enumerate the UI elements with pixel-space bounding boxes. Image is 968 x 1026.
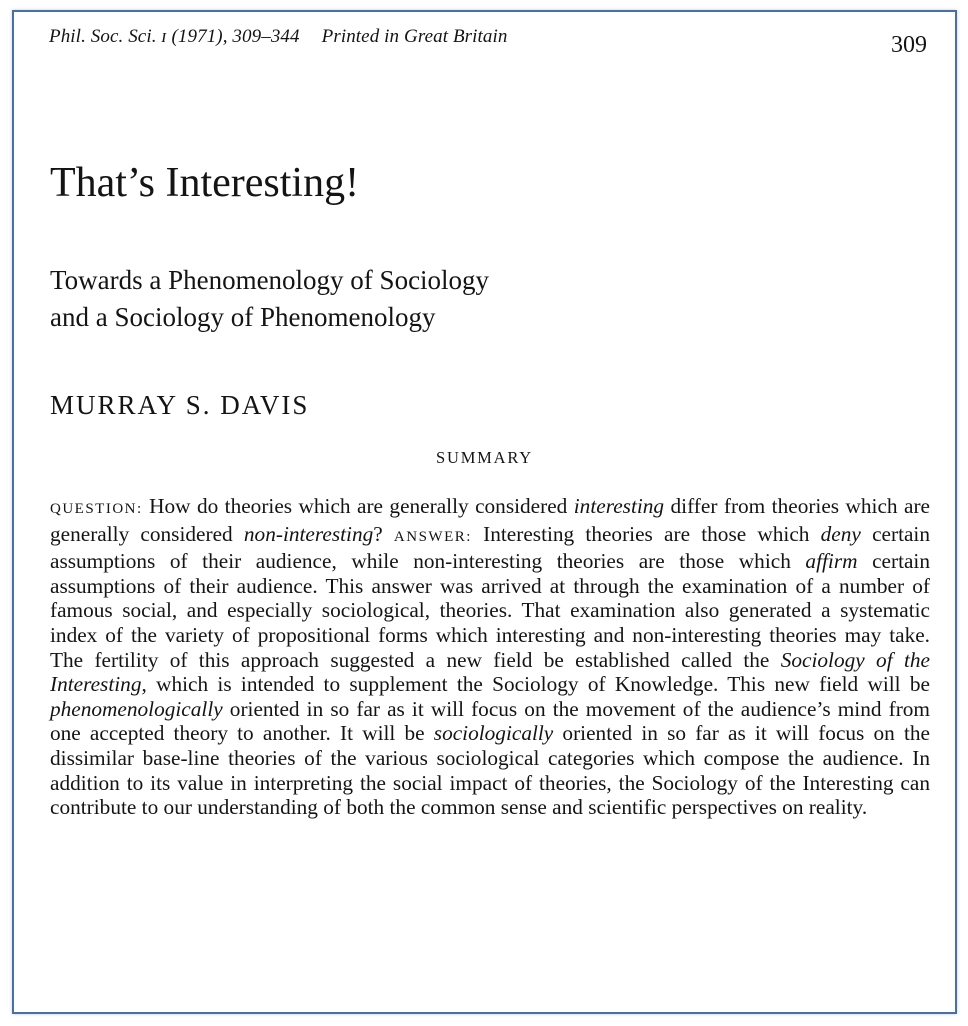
emphasis-phenomenologically: phenomenologically bbox=[50, 696, 223, 721]
summary-paragraph bbox=[50, 494, 930, 820]
summary-text: Interesting theories are those which bbox=[471, 521, 821, 546]
subtitle-line-1: Towards a Phenomenology of Sociology bbox=[50, 265, 490, 295]
summary-text: differ from theories which are generally considered bbox=[50, 494, 930, 546]
emphasis-deny: deny bbox=[820, 521, 861, 546]
author-name: MURRAY S. DAVIS bbox=[50, 390, 310, 420]
subtitle-line-2: and a Sociology of Phenomenology bbox=[50, 302, 436, 332]
emphasis-interesting: interesting bbox=[573, 494, 665, 518]
summary-text: certain assumptions of their audience, while non-interesting theories are those which bbox=[50, 521, 930, 574]
journal-citation: Phil. Soc. Sci. ɪ (1971), 309–344 bbox=[49, 26, 300, 47]
summary-text: , which is intended to supplement the Sociology of Knowledge. This new field will be bbox=[141, 672, 930, 697]
emphasis-non-interesting: non-interesting bbox=[243, 521, 374, 546]
summary-text: certain assumptions of their audience. This answer was arrived at through the examination of a number of famous social, and especially sociological, theories. That examination also generated a systematic index of the variety of propositional forms which interesting and non-interesting theories may take. The fertility of this approach suggested a new field be established called the bbox=[50, 549, 930, 672]
running-head bbox=[49, 26, 508, 48]
summary-heading: SUMMARY bbox=[436, 448, 533, 467]
article-subtitle bbox=[50, 262, 489, 336]
emphasis-sociology-of-the-interesting: Sociology of the Interesting bbox=[50, 647, 930, 697]
summary-text: How do theories which are generally considered bbox=[142, 494, 574, 518]
page-frame bbox=[12, 10, 957, 1014]
summary-text: ? bbox=[373, 521, 394, 546]
summary-text: oriented in so far as it will focus on the dissimilar base-line theories of the various sociological categories which compose the audience. In addition to its value in interpreting the social impact of theories, the Sociology of the Interesting can contribute to our understanding of both the common sense and scientific perspectives on reality. bbox=[50, 721, 930, 820]
emphasis-sociologically: sociologically bbox=[433, 721, 554, 746]
article-title: That’s Interesting! bbox=[50, 160, 360, 206]
summary-text: oriented in so far as it will focus on the movement of the audience’s mind from one accepted theory to another. It will be bbox=[50, 696, 930, 746]
question-label: QUESTION: bbox=[50, 501, 143, 517]
page-number: 309 bbox=[891, 32, 927, 58]
answer-label: ANSWER: bbox=[393, 528, 472, 545]
printer-note: Printed in Great Britain bbox=[321, 26, 508, 47]
emphasis-affirm: affirm bbox=[805, 549, 858, 574]
